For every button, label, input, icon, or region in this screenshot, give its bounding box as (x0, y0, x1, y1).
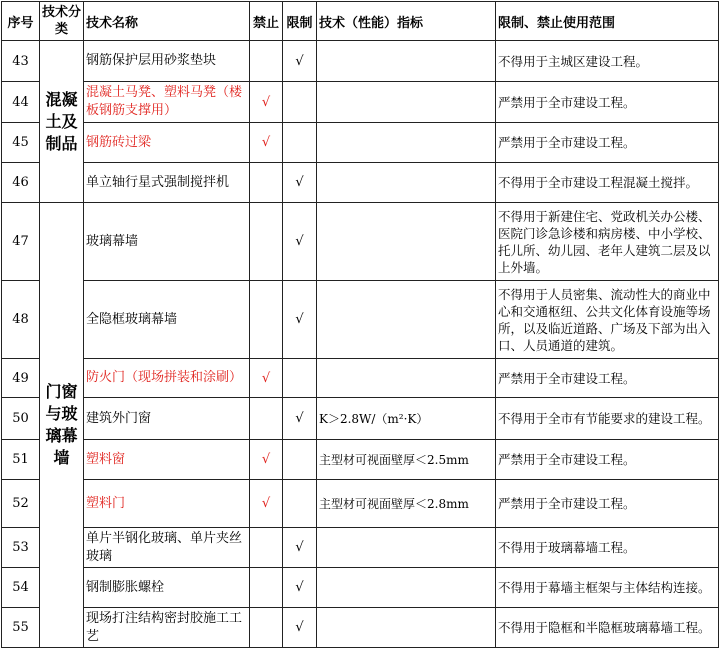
header-category: 技术分类 (40, 2, 84, 41)
header-scope: 限制、禁止使用范围 (496, 2, 719, 41)
ban-mark: √ (250, 440, 283, 480)
table-row (2, 123, 719, 163)
header-spec: 技术（性能）指标 (317, 2, 496, 41)
ban-mark (250, 281, 283, 359)
tech-name: 钢筋砖过梁 (84, 123, 250, 163)
table-row (2, 203, 719, 281)
table-row (2, 163, 719, 203)
spec-value (317, 163, 496, 203)
tech-name: 钢筋保护层用砂浆垫块 (84, 41, 250, 82)
table-row (2, 528, 719, 568)
ban-mark (250, 163, 283, 203)
limit-mark: √ (283, 568, 317, 608)
tech-name: 塑料门 (84, 480, 250, 528)
tech-name: 全隐框玻璃幕墙 (84, 281, 250, 359)
usage-scope: 不得用于新建住宅、党政机关办公楼、医院门诊急诊楼和病房楼、中小学校、托儿所、幼儿园、老年人建筑二层及以上外墙。 (496, 203, 719, 281)
table-row (2, 359, 719, 398)
ban-mark (250, 608, 283, 648)
row-number: 53 (2, 528, 40, 568)
row-number: 48 (2, 281, 40, 359)
spec-value (317, 41, 496, 82)
row-number: 49 (2, 359, 40, 398)
row-number: 54 (2, 568, 40, 608)
technology-restriction-table (1, 1, 719, 648)
table-row (2, 480, 719, 528)
table-row (2, 281, 719, 359)
limit-mark (283, 82, 317, 123)
row-number: 43 (2, 41, 40, 82)
usage-scope: 不得用于幕墙主框架与主体结构连接。 (496, 568, 719, 608)
usage-scope: 严禁用于全市建设工程。 (496, 480, 719, 528)
header-name: 技术名称 (84, 2, 250, 41)
spec-value: 主型材可视面壁厚＜2.5mm (317, 440, 496, 480)
usage-scope: 不得用于全市有节能要求的建设工程。 (496, 398, 719, 440)
spec-value: K＞2.8W/（m²·K） (317, 398, 496, 440)
usage-scope: 严禁用于全市建设工程。 (496, 359, 719, 398)
usage-scope: 严禁用于全市建设工程。 (496, 82, 719, 123)
spec-value (317, 203, 496, 281)
row-number: 47 (2, 203, 40, 281)
spec-value (317, 281, 496, 359)
row-number: 52 (2, 480, 40, 528)
limit-mark: √ (283, 281, 317, 359)
header-row (2, 2, 719, 41)
usage-scope: 不得用于全市建设工程混凝土搅拌。 (496, 163, 719, 203)
usage-scope: 不得用于人员密集、流动性大的商业中心和交通枢纽、公共文化体育设施等场所，以及临近道路、广场及下部为出入口、人员通道的建筑。 (496, 281, 719, 359)
tech-name: 建筑外门窗 (84, 398, 250, 440)
limit-mark: √ (283, 528, 317, 568)
row-number: 45 (2, 123, 40, 163)
spec-value (317, 568, 496, 608)
table-row (2, 82, 719, 123)
limit-mark (283, 123, 317, 163)
usage-scope: 不得用于隐框和半隐框玻璃幕墙工程。 (496, 608, 719, 648)
spec-value: 主型材可视面壁厚＜2.8mm (317, 480, 496, 528)
table-row (2, 440, 719, 480)
limit-mark (283, 480, 317, 528)
tech-name: 钢制膨胀螺栓 (84, 568, 250, 608)
usage-scope: 严禁用于全市建设工程。 (496, 440, 719, 480)
usage-scope: 不得用于主城区建设工程。 (496, 41, 719, 82)
spec-value (317, 82, 496, 123)
table-row (2, 568, 719, 608)
limit-mark (283, 440, 317, 480)
limit-mark: √ (283, 203, 317, 281)
ban-mark: √ (250, 359, 283, 398)
limit-mark: √ (283, 608, 317, 648)
limit-mark: √ (283, 41, 317, 82)
table-row (2, 608, 719, 648)
ban-mark (250, 568, 283, 608)
tech-name: 防火门（现场拼装和涂刷） (84, 359, 250, 398)
tech-name: 混凝土马凳、塑料马凳（楼板钢筋支撑用） (84, 82, 250, 123)
table-row (2, 398, 719, 440)
tech-name: 塑料窗 (84, 440, 250, 480)
usage-scope: 不得用于玻璃幕墙工程。 (496, 528, 719, 568)
row-number: 44 (2, 82, 40, 123)
tech-name: 玻璃幕墙 (84, 203, 250, 281)
limit-mark: √ (283, 398, 317, 440)
tech-name: 单立轴行星式强制搅拌机 (84, 163, 250, 203)
row-number: 50 (2, 398, 40, 440)
limit-mark: √ (283, 163, 317, 203)
usage-scope: 严禁用于全市建设工程。 (496, 123, 719, 163)
header-limit: 限制 (283, 2, 317, 41)
ban-mark (250, 41, 283, 82)
row-number: 51 (2, 440, 40, 480)
spec-value (317, 359, 496, 398)
row-number: 46 (2, 163, 40, 203)
ban-mark (250, 398, 283, 440)
spec-value (317, 528, 496, 568)
tech-name: 现场打注结构密封胶施工工艺 (84, 608, 250, 648)
row-number: 55 (2, 608, 40, 648)
header-seq: 序号 (2, 2, 40, 41)
tech-name: 单片半钢化玻璃、单片夹丝玻璃 (84, 528, 250, 568)
category-concrete: 混凝土及制品 (40, 41, 84, 203)
category-curtain-wall: 门窗与玻璃幕墙 (40, 203, 84, 648)
limit-mark (283, 359, 317, 398)
table-row (2, 41, 719, 82)
header-ban: 禁止 (250, 2, 283, 41)
ban-mark: √ (250, 123, 283, 163)
ban-mark: √ (250, 480, 283, 528)
ban-mark (250, 528, 283, 568)
ban-mark (250, 203, 283, 281)
spec-value (317, 608, 496, 648)
spec-value (317, 123, 496, 163)
ban-mark: √ (250, 82, 283, 123)
